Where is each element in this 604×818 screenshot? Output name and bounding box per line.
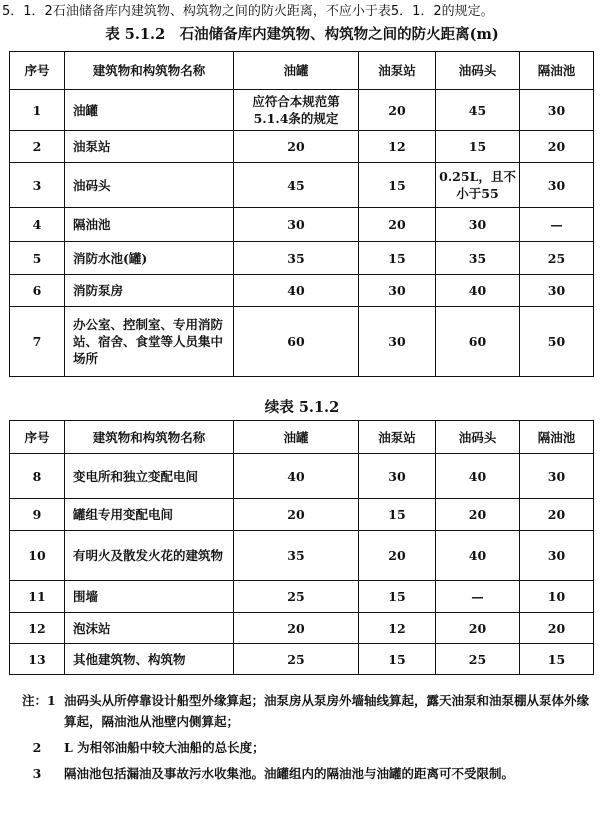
header-cell: 建筑物和构筑物名称 — [65, 52, 234, 90]
fire-distance-table-continued — [9, 420, 594, 675]
building-name: 其他建筑物、构筑物 — [65, 644, 234, 675]
header-cell: 序号 — [10, 52, 65, 90]
table2-title: 续表 5.1.2 — [264, 399, 340, 416]
cell-pump-station: 20 — [359, 531, 436, 581]
row-number: 13 — [10, 644, 65, 675]
note-1 — [22, 690, 598, 732]
cell-separator: 30 — [520, 531, 594, 581]
table-row — [10, 531, 594, 581]
intro-text: 5．1．2石油储备库内建筑物、构筑物之间的防火距离，不应小于表5．1．2的规定。 — [2, 4, 494, 19]
note-2 — [22, 737, 598, 758]
cell-tank: 20 — [234, 613, 359, 644]
note-text: L 为相邻油船中较大油船的总长度； — [64, 740, 265, 755]
row-number: 5 — [10, 242, 65, 275]
cell-pump-station: 15 — [359, 581, 436, 613]
building-name: 围墙 — [65, 581, 234, 613]
cell-pump-station: 15 — [359, 163, 436, 208]
building-name: 罐组专用变配电间 — [65, 499, 234, 531]
cell-tank: 20 — [234, 499, 359, 531]
cell-tank: 45 — [234, 163, 359, 208]
cell-separator: 20 — [520, 613, 594, 644]
cell-pump-station: 30 — [359, 275, 436, 307]
cell-tank: 25 — [234, 581, 359, 613]
cell-tank: 35 — [234, 531, 359, 581]
cell-pump-station: 30 — [359, 307, 436, 377]
note-text: 油码头从所停靠设计船型外缘算起；油泵房从泵房外墙轴线算起，露天油泵和油泵棚从泵体外缘算起，隔油池从池壁内侧算起； — [64, 693, 590, 729]
cell-separator: 25 — [520, 242, 594, 275]
table-row — [10, 208, 594, 242]
cell-tank: 20 — [234, 131, 359, 163]
cell-wharf: 25 — [436, 644, 520, 675]
header-cell: 建筑物和构筑物名称 — [65, 421, 234, 454]
header-cell: 隔油池 — [520, 52, 594, 90]
cell-tank: 40 — [234, 454, 359, 499]
row-number: 2 — [10, 131, 65, 163]
header-cell: 油罐 — [234, 52, 359, 90]
table-row — [10, 581, 594, 613]
row-number: 11 — [10, 581, 65, 613]
table1-title: 表 5.1.2 石油储备库内建筑物、构筑物之间的防火距离(m) — [105, 26, 499, 43]
building-name: 油码头 — [65, 163, 234, 208]
cell-pump-station: 12 — [359, 613, 436, 644]
building-name: 变电所和独立变配电间 — [65, 454, 234, 499]
building-name: 泡沫站 — [65, 613, 234, 644]
cell-wharf: 40 — [436, 531, 520, 581]
cell-separator: 30 — [520, 163, 594, 208]
cell-wharf: 20 — [436, 499, 520, 531]
cell-pump-station: 15 — [359, 644, 436, 675]
note-3 — [22, 763, 598, 784]
cell-pump-station: 30 — [359, 454, 436, 499]
cell-wharf: 35 — [436, 242, 520, 275]
note-number: 3 — [32, 766, 42, 781]
table-header-row — [10, 52, 594, 90]
row-number: 9 — [10, 499, 65, 531]
cell-wharf: 60 — [436, 307, 520, 377]
building-name: 油罐 — [65, 90, 234, 131]
table-row — [10, 613, 594, 644]
building-name: 消防泵房 — [65, 275, 234, 307]
cell-separator: 30 — [520, 454, 594, 499]
building-name: 隔油池 — [65, 208, 234, 242]
row-number: 7 — [10, 307, 65, 377]
row-number: 1 — [10, 90, 65, 131]
row-number: 10 — [10, 531, 65, 581]
cell-separator: 15 — [520, 644, 594, 675]
table-row — [10, 163, 594, 208]
fire-distance-table — [9, 51, 594, 377]
header-cell: 序号 — [10, 421, 65, 454]
cell-tank: 25 — [234, 644, 359, 675]
table-header-row — [10, 421, 594, 454]
cell-tank: 应符合本规范第5.1.4条的规定 — [234, 90, 359, 131]
cell-wharf: — — [436, 581, 520, 613]
note-number: 2 — [32, 740, 42, 755]
cell-wharf: 30 — [436, 208, 520, 242]
header-cell: 油码头 — [436, 421, 520, 454]
row-number: 4 — [10, 208, 65, 242]
cell-separator: 30 — [520, 90, 594, 131]
cell-separator: 30 — [520, 275, 594, 307]
note-text: 隔油池包括漏油及事故污水收集池。油罐组内的隔油池与油罐的距离可不受限制。 — [64, 766, 515, 781]
cell-separator: — — [520, 208, 594, 242]
cell-tank: 35 — [234, 242, 359, 275]
header-cell: 油泵站 — [359, 421, 436, 454]
table-row — [10, 275, 594, 307]
building-name: 消防水池(罐) — [65, 242, 234, 275]
table-row — [10, 242, 594, 275]
header-cell: 油泵站 — [359, 52, 436, 90]
row-number: 8 — [10, 454, 65, 499]
row-number: 6 — [10, 275, 65, 307]
building-name: 办公室、控制室、专用消防站、宿舍、食堂等人员集中场所 — [65, 307, 234, 377]
cell-wharf: 15 — [436, 131, 520, 163]
cell-separator: 20 — [520, 499, 594, 531]
cell-wharf: 45 — [436, 90, 520, 131]
cell-separator: 10 — [520, 581, 594, 613]
cell-pump-station: 15 — [359, 499, 436, 531]
cell-wharf: 20 — [436, 613, 520, 644]
table-row — [10, 454, 594, 499]
cell-pump-station: 12 — [359, 131, 436, 163]
building-name: 油泵站 — [65, 131, 234, 163]
cell-separator: 50 — [520, 307, 594, 377]
table-row — [10, 90, 594, 131]
header-cell: 油罐 — [234, 421, 359, 454]
cell-wharf: 40 — [436, 275, 520, 307]
row-number: 12 — [10, 613, 65, 644]
table-row — [10, 644, 594, 675]
cell-separator: 20 — [520, 131, 594, 163]
cell-pump-station: 15 — [359, 242, 436, 275]
header-cell: 油码头 — [436, 52, 520, 90]
cell-wharf: 0.25L，且不小于55 — [436, 163, 520, 208]
table-row — [10, 307, 594, 377]
cell-tank: 60 — [234, 307, 359, 377]
cell-wharf: 40 — [436, 454, 520, 499]
building-name: 有明火及散发火花的建筑物 — [65, 531, 234, 581]
row-number: 3 — [10, 163, 65, 208]
header-cell: 隔油池 — [520, 421, 594, 454]
cell-pump-station: 20 — [359, 208, 436, 242]
cell-tank: 40 — [234, 275, 359, 307]
note-number: 注：1 — [22, 693, 56, 708]
cell-tank: 30 — [234, 208, 359, 242]
cell-pump-station: 20 — [359, 90, 436, 131]
notes-section — [22, 690, 598, 784]
table-row — [10, 131, 594, 163]
table-row — [10, 499, 594, 531]
